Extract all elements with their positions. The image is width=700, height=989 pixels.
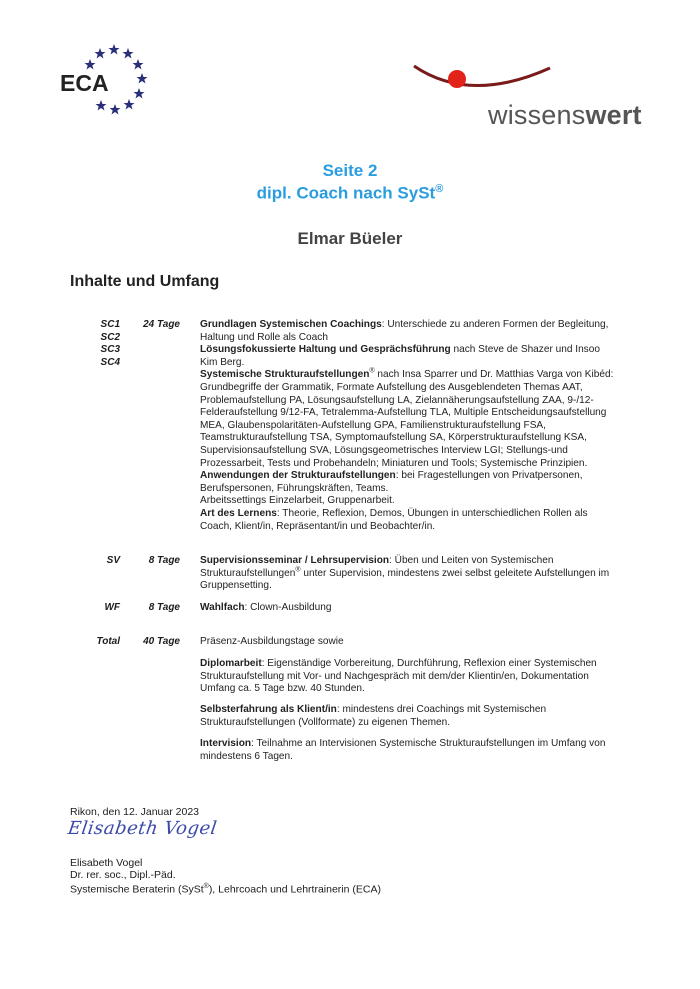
registered-mark: ® xyxy=(203,883,209,890)
signature-script: Elisabeth Vogel xyxy=(66,818,219,839)
signer-name: Elisabeth Vogel xyxy=(70,857,143,869)
module-description-diplomarbeit xyxy=(200,658,620,696)
paragraph-loesungsfokus xyxy=(200,344,620,369)
module-code-sc4: SC4 xyxy=(100,356,120,368)
paragraph-title: Grundlagen Systemischen Coachings xyxy=(200,319,382,330)
wissenswert-logo xyxy=(410,60,650,140)
place-date: Rikon, den 12. Januar 2023 xyxy=(70,806,200,818)
course-title xyxy=(0,183,700,204)
module-description-sc xyxy=(200,319,620,533)
person-name: Elmar Büeler xyxy=(297,229,403,248)
total-intro: Präsenz-Ausbildungstage sowie xyxy=(200,636,344,647)
module-code-sc2: SC2 xyxy=(100,331,120,343)
paragraph-title: Anwendungen der Strukturaufstellungen xyxy=(200,470,396,482)
paragraph-title: Selbsterfahrung als Klient/in xyxy=(200,704,337,715)
wissenswert-wordmark xyxy=(488,100,642,131)
registered-mark: ® xyxy=(369,368,375,376)
eca-wordmark: ECA xyxy=(60,70,109,96)
registered-mark: ® xyxy=(435,183,444,195)
paragraph-title: Supervisionsseminar / Lehrsupervision xyxy=(200,555,390,566)
smile-arc-icon xyxy=(410,60,650,104)
paragraph-anwendungen xyxy=(200,470,620,495)
module-code-sc3: SC3 xyxy=(100,344,120,356)
module-code-sv: SV xyxy=(106,555,120,566)
paragraph-text: : bei Fragestellungen von Privatpersonen, Berufspersonen, Führungskräften, Teams. xyxy=(200,470,583,494)
paragraph-wahlfach xyxy=(200,602,620,615)
red-dot-icon xyxy=(448,70,466,88)
paragraph-intervision xyxy=(200,738,620,763)
paragraph-text: : mindestens drei Coachings mit Systemischen Strukturaufstellungen (Vollformate) zu eigenen Themen. xyxy=(200,704,547,728)
paragraph-title: Intervision xyxy=(200,738,252,749)
wissenswert-wordmark-light: wissens xyxy=(488,100,586,130)
module-code-total: Total xyxy=(96,636,120,647)
paragraph-art-des-lernens xyxy=(200,508,620,533)
signer-role-text: ), Lehrcoach und Lehrtrainerin (ECA) xyxy=(208,883,381,896)
paragraph-title: Wahlfach xyxy=(200,602,245,613)
module-description-sv xyxy=(200,555,620,593)
paragraph-title: Diplomarbeit xyxy=(200,658,262,669)
signer-role xyxy=(70,881,381,896)
paragraph-title: Systemische Strukturaufstellungen xyxy=(200,369,370,381)
wissenswert-wordmark-bold: wert xyxy=(585,100,642,130)
page-label: Seite 2 xyxy=(322,161,378,180)
paragraph-text: : Eigenständige Vorbereitung, Durchführung, Reflexion einer Systemischen Strukturaufstellung mit Vor- und Nachgespräch mit dem/der Klientin/en, Dokumentation Umfang ca. 5 Tage bzw. 40 Stunden. xyxy=(200,658,597,695)
paragraph-title: Art des Lernens xyxy=(200,507,277,519)
paragraph-diplomarbeit xyxy=(200,658,620,696)
paragraph-strukturaufstellungen xyxy=(200,369,620,470)
signature xyxy=(68,818,238,850)
module-days-wf: 8 Tage xyxy=(148,602,180,613)
paragraph-text: : Unterschiede zu anderen Formen der Begleitung, Haltung und Rolle als Coach xyxy=(200,319,609,343)
paragraph-text: : Teilnahme an Intervisionen Systemische Strukturaufstellungen im Umfang von mindestens 6 Tagen. xyxy=(200,738,606,762)
section-heading: Inhalte und Umfang xyxy=(70,273,220,290)
paragraph-text: unter Supervision, mindestens zwei selbst geleitete Aufstellungen im Gruppensetting. xyxy=(200,567,610,592)
paragraph-supervision xyxy=(200,555,620,593)
paragraph-arbeitssettings: Arbeitssettings Einzelarbeit, Gruppenarbeit. xyxy=(200,495,395,507)
module-code-wf: WF xyxy=(104,602,120,613)
paragraph-text: nach Steve de Shazer und Insoo Kim Berg. xyxy=(200,344,600,368)
paragraph-text: : Clown-Ausbildung xyxy=(244,602,332,613)
eca-logo xyxy=(52,40,172,130)
module-description-selbsterfahrung xyxy=(200,704,620,729)
signer-title: Dr. rer. soc., Dipl.-Päd. xyxy=(70,869,176,881)
paragraph-title: Lösungsfokussierte Haltung und Gesprächsführung xyxy=(200,344,451,356)
paragraph-text: : Theorie, Reflexion, Demos, Übungen in unterschiedlichen Rollen als Coach, Klient/in, Repräsentant/in und Beobachter/in. xyxy=(200,507,588,532)
paragraph-selbsterfahrung xyxy=(200,704,620,729)
module-days-sc: 24 Tage xyxy=(143,319,180,330)
module-days-total: 40 Tage xyxy=(143,636,180,647)
module-code-sc1: SC1 xyxy=(100,319,120,330)
signer-role-text: Systemische Beraterin (SySt xyxy=(70,883,204,896)
course-title-text: dipl. Coach nach SySt xyxy=(256,183,436,203)
module-days-sv: 8 Tage xyxy=(148,555,180,566)
registered-mark: ® xyxy=(295,566,301,574)
paragraph-text: : Üben und Leiten von Systemischen Strukturaufstellungen xyxy=(200,555,554,579)
paragraph-grundlagen xyxy=(200,319,620,344)
paragraph-text: nach Insa Sparrer und Dr. Matthias Varga von Kibéd: Grundbegriffe der Grammatik, Formate Aufstellung des Ausgeblendeten Themas AAT, Problemaufstellung PA, Lösungsaufstellung LA, Zielannäherungsaufstellung ZAA, 9-/12-Felderaufstellung 9/12-FA, Tetralemma-Aufstellung TLA, Multiple Entscheidungsaufstellung MEA, Glaubenspolaritäten-Aufstellung GPA, Familienstrukturaufstellung FSA, Teamstrukturaufstellung TSA, Symptomaufstellung SA, Körperstrukturaufstellung KSA, Supervisionsaufstellung SVA, Lösungsgeometrisches Interview LGI; Stellungs-und Prozessarbeit, Tests und Probehandeln; Miniaturen und Tools; Systemische Prinzipien. xyxy=(200,369,614,469)
module-description-intervision xyxy=(200,738,620,763)
module-description-wf xyxy=(200,602,620,615)
